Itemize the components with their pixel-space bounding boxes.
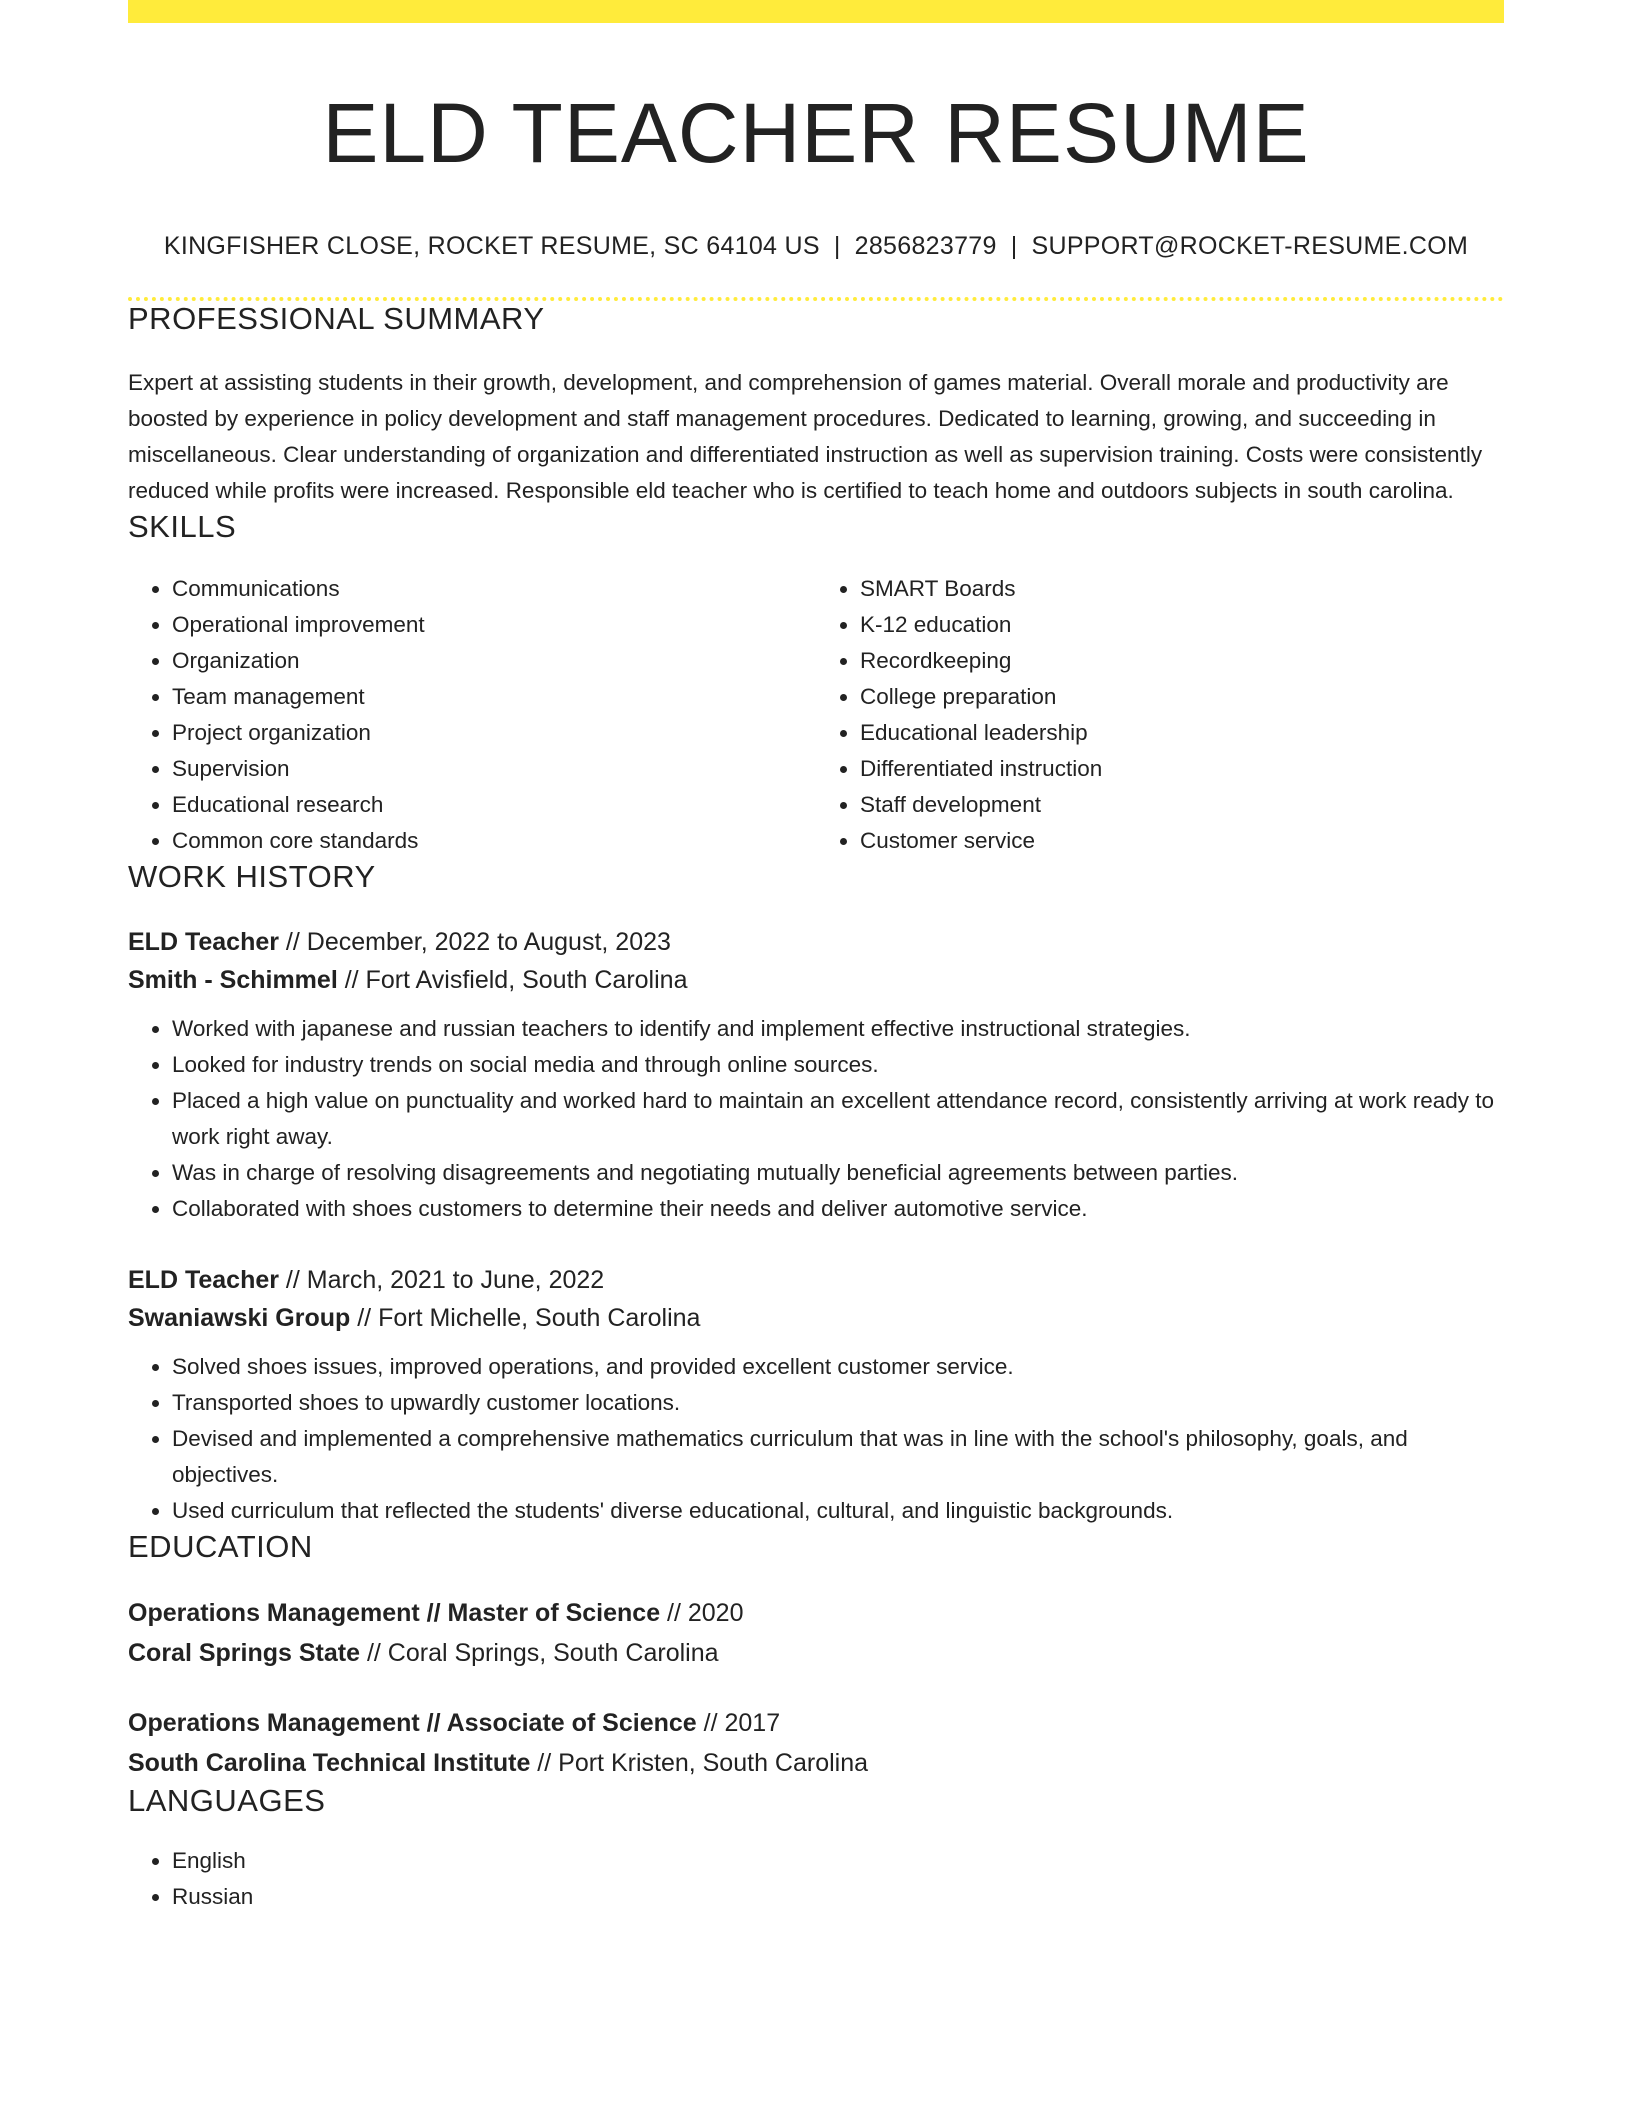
skill-item: • Organization <box>172 643 816 679</box>
skill-item: • Operational improvement <box>172 607 816 643</box>
education-location: // Port Kristen, South Carolina <box>530 1748 869 1777</box>
summary-heading: PROFESSIONAL SUMMARY <box>128 300 545 336</box>
summary-text: Expert at assisting students in their growth, development, and comprehension of games material. Overall morale and productivity are boosted by experience in policy development and staff management procedures. Dedicated to learning, growing, and succeeding in miscellaneous. Clear understanding of organization and differentiated instruction as well as supervision training. Costs were consistently reduced while profits were increased. Responsible eld teacher who is certified to teach home and outdoors subjects in south carolina. <box>128 369 1483 503</box>
job-location: // Fort Michelle, South Carolina <box>350 1303 701 1332</box>
job-dates: // March, 2021 to June, 2022 <box>278 1265 605 1294</box>
job-dates: // December, 2022 to August, 2023 <box>278 927 671 956</box>
language-item: • Russian <box>172 1879 1504 1915</box>
job-bullet: • Looked for industry trends on social media and through online sources. <box>172 1047 1504 1083</box>
language-item: • English <box>172 1843 1504 1879</box>
contact-address: KINGFISHER CLOSE, ROCKET RESUME, SC 64104 US <box>163 231 820 260</box>
education-degree-line <box>128 1593 1504 1633</box>
skill-item: • Customer service <box>860 823 1504 859</box>
job-company: Smith - Schimmel <box>128 965 338 994</box>
languages-heading: LANGUAGES <box>128 1782 326 1818</box>
job-location: // Fort Avisfield, South Carolina <box>337 965 688 994</box>
skill-item: • Common core standards <box>172 823 816 859</box>
contact-line <box>128 232 1504 261</box>
education-entry <box>128 1703 1504 1783</box>
skill-item: • College preparation <box>860 679 1504 715</box>
job-company-line <box>128 961 1504 999</box>
education-degree: Operations Management // Associate of Science <box>128 1708 697 1737</box>
education-location: // Coral Springs, South Carolina <box>360 1638 719 1667</box>
skill-item: • SMART Boards <box>860 571 1504 607</box>
job-role-line <box>128 1261 1504 1299</box>
job-company-line <box>128 1299 1504 1337</box>
contact-separator: | <box>1010 231 1018 260</box>
languages-list <box>128 1843 1504 1915</box>
resume-content <box>128 23 1504 1915</box>
skill-item: • Team management <box>172 679 816 715</box>
job-bullet: • Placed a high value on punctuality and worked hard to maintain an excellent attendance record, consistently arriving at work ready to work right away. <box>172 1083 1504 1155</box>
contact-email: SUPPORT@ROCKET-RESUME.COM <box>1031 231 1469 260</box>
skill-item: • Communications <box>172 571 816 607</box>
job-bullet: • Collaborated with shoes customers to determine their needs and deliver automotive service. <box>172 1191 1504 1227</box>
job-bullet: • Devised and implemented a comprehensive mathematics curriculum that was in line with the school's philosophy, goals, and objectives. <box>172 1421 1504 1493</box>
skills-list-right <box>816 571 1504 859</box>
job-role: ELD Teacher <box>128 927 279 956</box>
job-bullet: • Used curriculum that reflected the students' diverse educational, cultural, and linguistic backgrounds. <box>172 1493 1504 1529</box>
job-bullets <box>128 1011 1504 1227</box>
skills-list-left <box>128 571 816 859</box>
skill-item: • Project organization <box>172 715 816 751</box>
top-accent-bar <box>128 0 1504 23</box>
education-degree: Operations Management // Master of Science <box>128 1598 661 1627</box>
job-bullet: • Was in charge of resolving disagreements and negotiating mutually beneficial agreements between parties. <box>172 1155 1504 1191</box>
education-degree-line <box>128 1703 1504 1743</box>
skills-heading: SKILLS <box>128 508 237 544</box>
education-school: South Carolina Technical Institute <box>128 1748 531 1777</box>
skill-item: • Educational leadership <box>860 715 1504 751</box>
skill-item: • Educational research <box>172 787 816 823</box>
education-school: Coral Springs State <box>128 1638 360 1667</box>
skill-item: • Differentiated instruction <box>860 751 1504 787</box>
education-year: // 2017 <box>696 1708 781 1737</box>
job-role-line <box>128 923 1504 961</box>
education-year: // 2020 <box>660 1598 744 1627</box>
skill-item: • K-12 education <box>860 607 1504 643</box>
work-history-heading: WORK HISTORY <box>128 858 376 894</box>
skill-item: • Recordkeeping <box>860 643 1504 679</box>
contact-separator: | <box>833 231 841 260</box>
job-company: Swaniawski Group <box>128 1303 351 1332</box>
job-entry <box>128 1261 1504 1529</box>
job-bullets <box>128 1349 1504 1529</box>
skill-item: • Supervision <box>172 751 816 787</box>
education-school-line <box>128 1743 1504 1783</box>
job-bullet: • Transported shoes to upwardly customer locations. <box>172 1385 1504 1421</box>
education-entry <box>128 1593 1504 1673</box>
education-heading: EDUCATION <box>128 1528 313 1564</box>
education-school-line <box>128 1633 1504 1673</box>
skill-item: • Staff development <box>860 787 1504 823</box>
contact-phone: 2856823779 <box>854 231 997 260</box>
job-role: ELD Teacher <box>128 1265 279 1294</box>
job-bullet: • Worked with japanese and russian teachers to identify and implement effective instructional strategies. <box>172 1011 1504 1047</box>
job-bullet: • Solved shoes issues, improved operations, and provided excellent customer service. <box>172 1349 1504 1385</box>
skills-columns <box>128 571 1504 859</box>
resume-title: ELD TEACHER RESUME <box>322 86 1310 180</box>
job-entry <box>128 923 1504 1227</box>
